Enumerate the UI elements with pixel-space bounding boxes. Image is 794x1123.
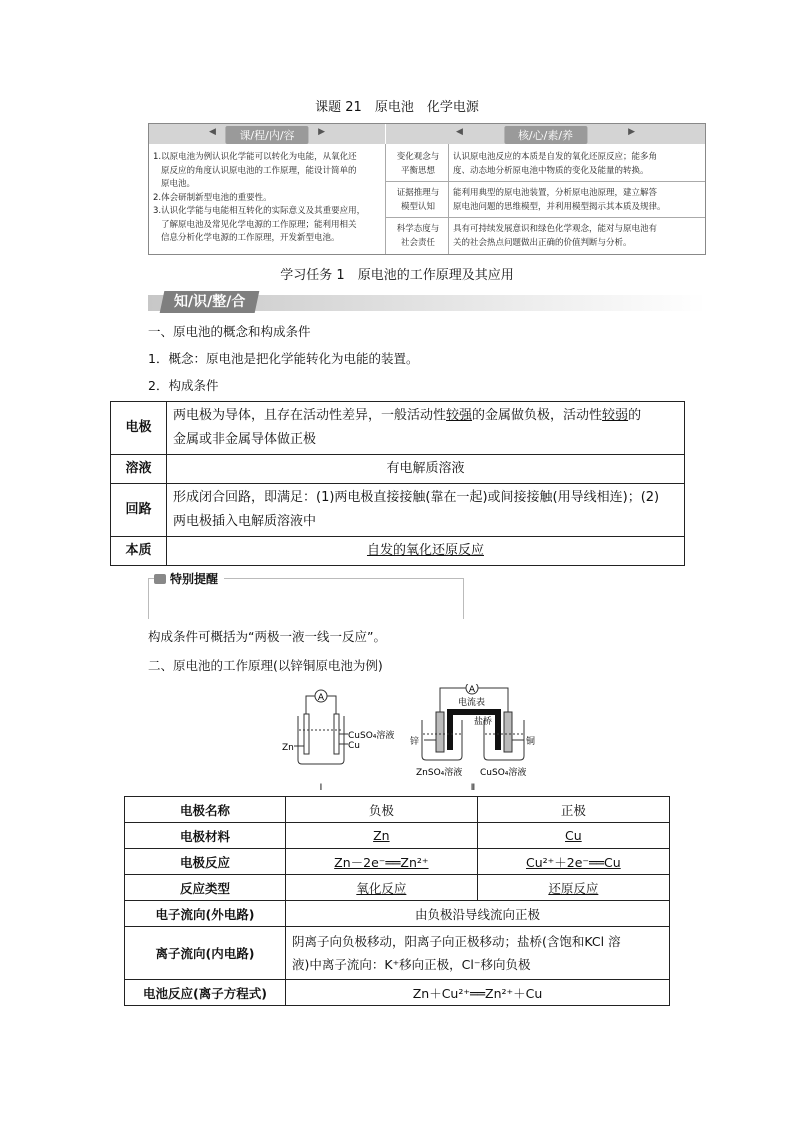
electrode-cell: 两电极为导体，且存在活动性差异，一般活动性较强的金属做负极，活动性较弱的 金属或非金属导体做正极: [167, 402, 685, 455]
galvanic-cell-diagram: [280, 684, 550, 796]
task-title: 学习任务 1 原电池的工作原理及其应用: [280, 268, 514, 283]
table-row: 电极反应 Zn－2e⁻══Zn²⁺ Cu²⁺＋2e⁻══Cu: [125, 849, 670, 875]
working-principle-table: [124, 796, 670, 1006]
course-content-header: [149, 124, 385, 144]
table-row: 电子流向(外电路) 由负极沿导线流向正极: [125, 901, 670, 927]
circuit-cell: 形成闭合回路，即满足：(1)两电极直接接触(靠在一起)或间接接触(用导线相连)；(2) 两电极插入电解质溶液中: [167, 484, 685, 537]
znso4-label: ZnSO₄溶液: [416, 768, 463, 778]
table-row: 电极名称 负极 正极: [125, 797, 670, 823]
page-title: 课题 21 原电池 化学电源: [315, 100, 479, 115]
left-arrow-icon: ◀: [456, 127, 463, 137]
row-header: 电极: [111, 402, 167, 455]
tip-text: 构成条件可概括为“两极一液一线一反应”。: [148, 629, 386, 644]
course-content-label: 课/程/内/容: [225, 126, 308, 144]
table-row: [111, 537, 685, 566]
salt-bridge-label: 盐桥: [474, 717, 493, 727]
left-arrow-icon: ◀: [209, 127, 216, 137]
table-row: [111, 455, 685, 484]
zinc-label: 锌: [410, 737, 420, 747]
literacy-name: 科学态度与 社会责任: [396, 224, 440, 248]
literacy-name: 证据推理与 模型认知: [396, 188, 440, 212]
literacy-desc: 认识原电池反应的本质是自发的氧化还原反应；能多角 度、动态地分析原电池中物质的变化及能量的转换。: [453, 152, 658, 176]
essence-cell: 自发的氧化还原反应: [167, 537, 685, 566]
table-row: [111, 484, 685, 537]
objectives-table: [148, 123, 706, 255]
table-row: 电极材料 Zn Cu: [125, 823, 670, 849]
section-heading: 二、原电池的工作原理(以锌铜原电池为例): [148, 658, 383, 673]
cuso4-label: CuSO₄溶液: [480, 768, 527, 778]
table-row: 电池反应(离子方程式) Zn＋Cu²⁺══Zn²⁺＋Cu: [125, 980, 670, 1006]
literacy-desc: 具有可持续发展意识和绿色化学观念，能对与原电池有 关的社会热点问题做出正确的价值判断与分析。: [453, 224, 658, 248]
cu-label: Cu: [348, 741, 360, 751]
literacy-desc: 能利用典型的原电池装置，分析原电池原理，建立解答 原电池问题的思维模型，并利用模型揭示其本质及规律。: [453, 188, 666, 212]
core-literacy-header: [386, 124, 705, 144]
ammeter-label: 电流表: [458, 698, 486, 708]
condition-heading: 2．构成条件: [148, 378, 219, 393]
right-arrow-icon: ▶: [628, 127, 635, 137]
right-arrow-icon: ▶: [318, 127, 325, 137]
ammeter-symbol: A: [317, 693, 325, 703]
core-literacy-label: 核/心/素/养: [504, 126, 587, 144]
zn-label: Zn: [282, 743, 294, 753]
banner-label: 知/识/整/合: [174, 294, 246, 310]
ammeter-symbol: A: [468, 685, 476, 695]
note-icon: [154, 574, 166, 584]
special-tip: 特别提醒: [148, 570, 464, 618]
section-heading: 一、原电池的概念和构成条件: [148, 324, 311, 339]
table-row: [111, 402, 685, 455]
conditions-table: [110, 401, 685, 566]
diagram-label: Ⅰ: [319, 783, 323, 793]
copper-label: 铜: [526, 737, 536, 747]
table-row: 离子流向(内电路) 阴离子向负极移动，阳离子向正极移动；盐桥(含饱和KCl 溶 液)中离子流向：K⁺移向正极，Cl⁻移向负极: [125, 927, 670, 980]
row-header: 溶液: [111, 455, 167, 484]
table-row: 反应类型 氧化反应 还原反应: [125, 875, 670, 901]
knowledge-banner: [148, 291, 706, 313]
diagram-label: Ⅱ: [470, 783, 476, 793]
literacy-name: 变化观念与 平衡思想: [396, 152, 440, 176]
row-header: 回路: [111, 484, 167, 537]
cuso4-label: CuSO₄溶液: [348, 731, 395, 741]
concept-text: 1．概念：原电池是把化学能转化为电能的装置。: [148, 351, 419, 366]
row-header: 本质: [111, 537, 167, 566]
course-content-text: 1.以原电池为例认识化学能可以转化为电能，从氧化还 原反应的角度认识原电池的工作原理，能设计简单的 原电池。 2.体会研制新型电池的重要性。 3.认识化学能与电能相互转化的实际意义及其重要应用， 了解原电池及常见化学电源的工作原理；能利用相关 信息分析化学电源的工作原理，开发新型电池。: [153, 152, 366, 243]
solution-cell: 有电解质溶液: [167, 455, 685, 484]
